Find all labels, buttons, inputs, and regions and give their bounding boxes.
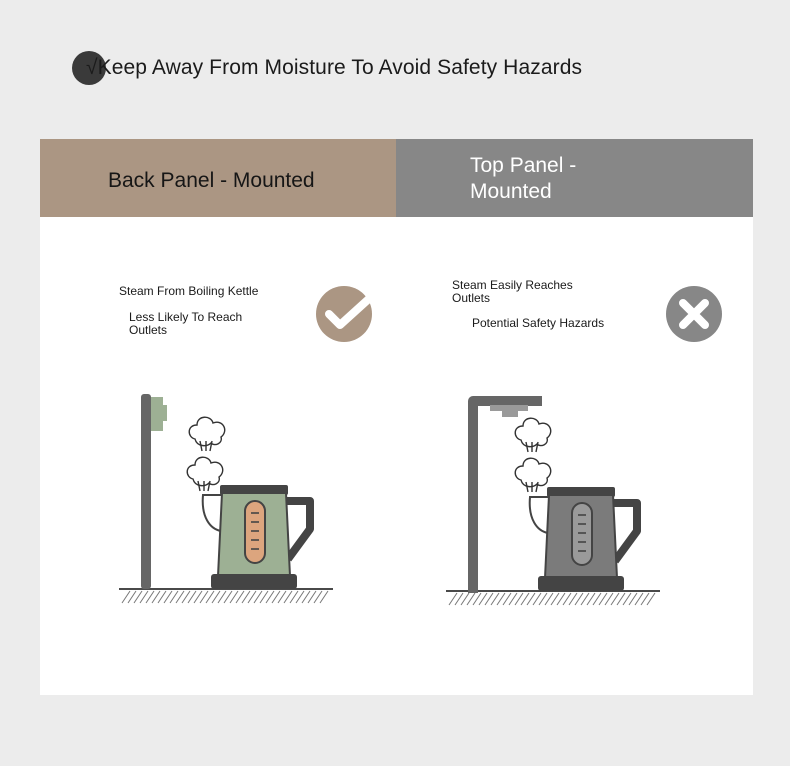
- headline-prefix: √: [86, 56, 98, 79]
- right-steam-icon: [515, 418, 550, 492]
- headline-text: [86, 56, 582, 80]
- right-note-hazards: Potential Safety Hazards: [472, 316, 605, 330]
- left-note-steam: Steam From Boiling Kettle: [119, 284, 259, 298]
- right-outlet: [490, 405, 528, 411]
- right-scene: [40, 139, 753, 695]
- right-note-steam: Steam Easily Reaches Outlets: [452, 278, 573, 305]
- tab-back-panel-label: Back Panel - Mounted: [108, 169, 315, 192]
- headline: [72, 50, 582, 86]
- right-kettle-icon: [530, 487, 637, 591]
- headline-title: Keep Away From Moisture To Avoid Safety Hazards: [97, 56, 583, 79]
- left-note-outlets: Less Likely To Reach Outlets: [129, 310, 243, 337]
- tab-top-panel-label: Top Panel - Mounted: [470, 154, 577, 203]
- comparison-card: [40, 139, 753, 695]
- right-ground: [446, 591, 660, 605]
